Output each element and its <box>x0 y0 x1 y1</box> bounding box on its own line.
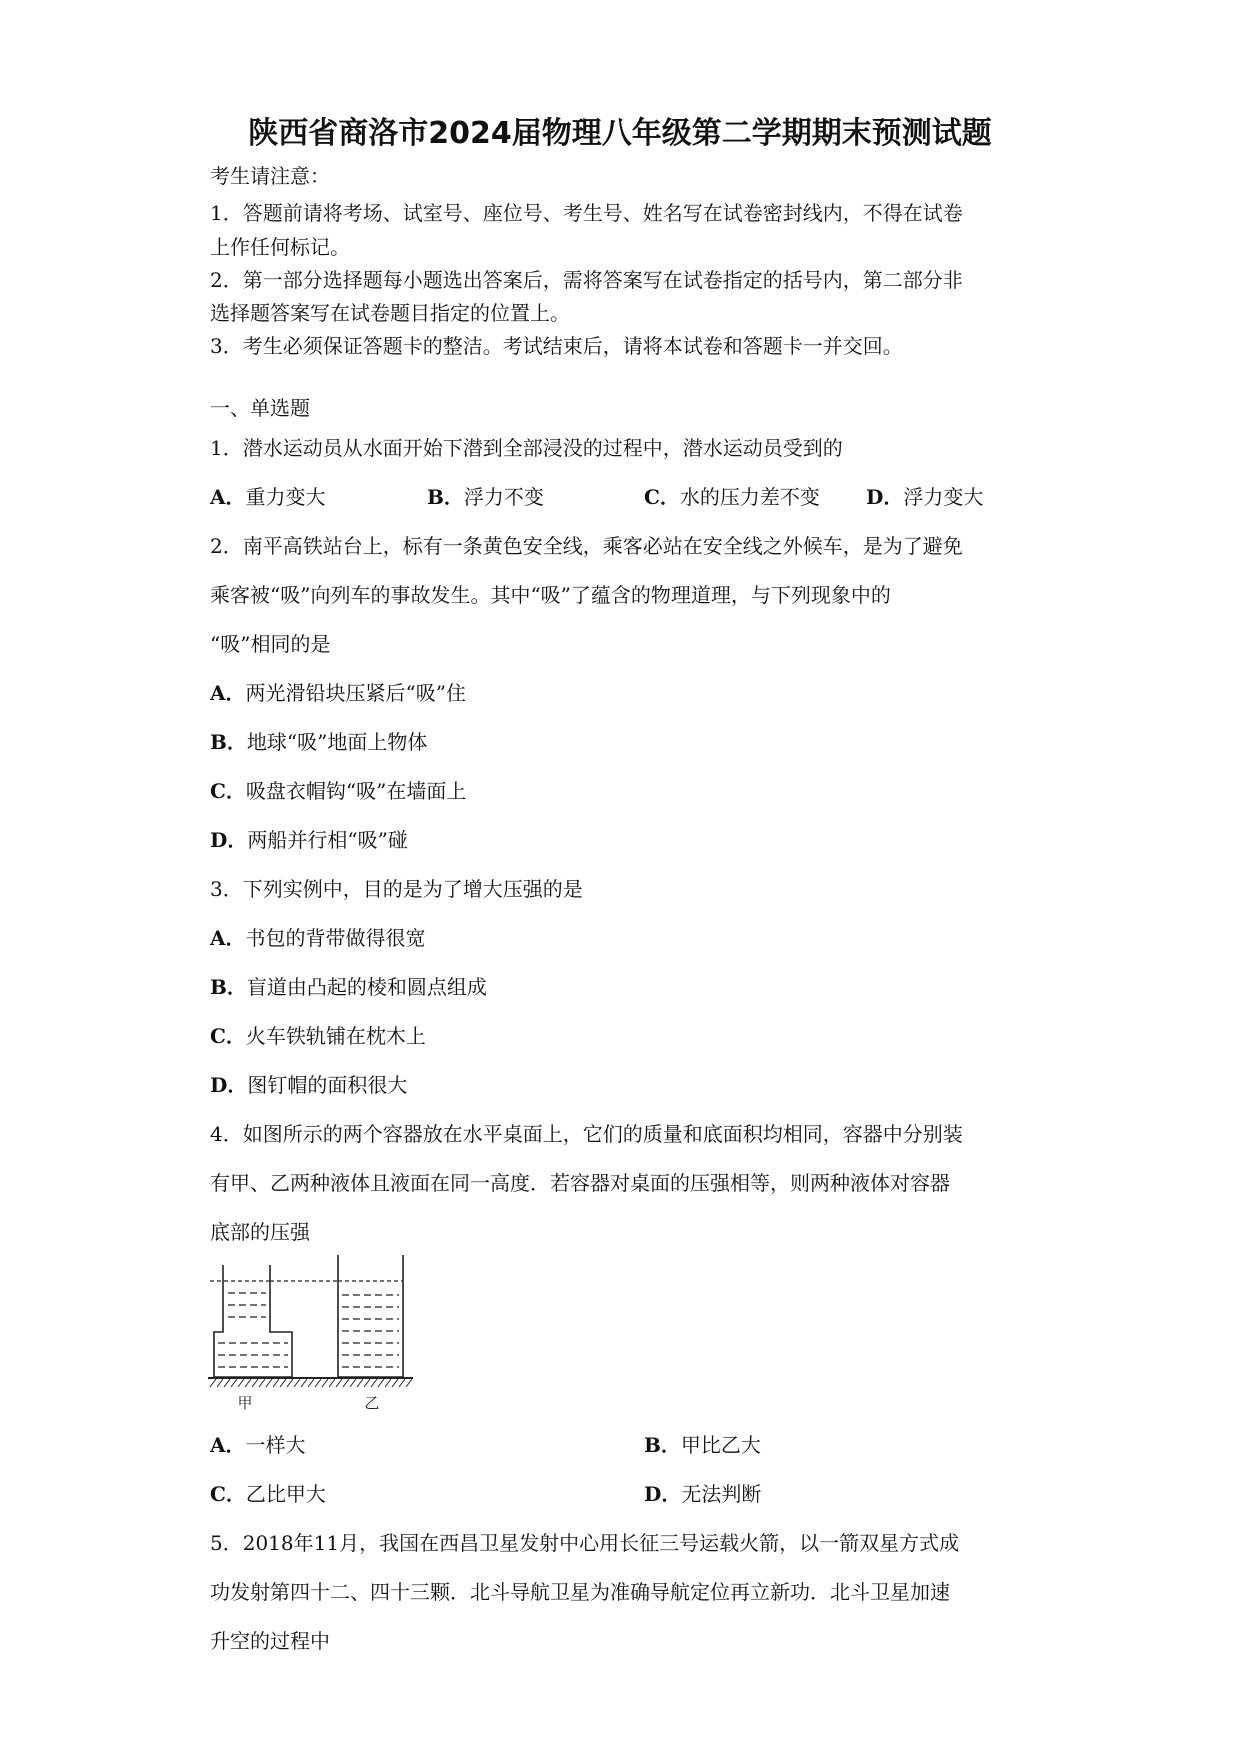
question-4-stem: 有甲、乙两种液体且液面在同一高度．若容器对桌面的压强相等，则两种液体对容器 <box>210 1171 950 1195</box>
notice-line: 2．第一部分选择题每小题选出答案后，需将答案写在试卷指定的括号内，第二部分非 <box>210 268 963 292</box>
q3-option-c[interactable] <box>210 1020 426 1049</box>
q3-option-a[interactable] <box>210 922 426 951</box>
option-letter: D． <box>866 485 904 509</box>
question-2-stem: “吸”相同的是 <box>210 632 331 656</box>
option-letter: D． <box>210 828 248 852</box>
q4-option-c[interactable] <box>210 1478 326 1507</box>
question-3-stem: 3．下列实例中，目的是为了增大压强的是 <box>210 877 583 901</box>
q4-option-b[interactable] <box>644 1429 761 1458</box>
question-5-stem: 功发射第四十二、四十三颗．北斗导航卫星为准确导航定位再立新功．北斗卫星加速 <box>210 1580 950 1604</box>
containers-figure <box>208 1255 418 1415</box>
question-4-stem: 底部的压强 <box>210 1220 310 1244</box>
option-letter: C． <box>210 1024 246 1048</box>
container-jia <box>214 1265 292 1377</box>
q4-option-a[interactable] <box>210 1429 306 1458</box>
option-text: 图钉帽的面积很大 <box>247 1073 408 1097</box>
option-text: 甲比乙大 <box>680 1433 761 1457</box>
figure-label-jia: 甲 <box>237 1394 253 1412</box>
notice-heading: 考生请注意： <box>210 164 330 188</box>
q1-option-c[interactable] <box>644 481 820 510</box>
question-5-stem: 5．2018年11月，我国在西昌卫星发射中心用长征三号运载火箭，以一箭双星方式成 <box>210 1531 960 1555</box>
q1-option-a[interactable] <box>210 481 326 510</box>
option-text: 地球“吸”地面上物体 <box>246 730 428 754</box>
option-letter: D． <box>644 1482 682 1506</box>
figure-label-yi: 乙 <box>364 1394 380 1412</box>
option-text: 吸盘衣帽钩“吸”在墙面上 <box>245 779 467 803</box>
option-text: 盲道由凸起的棱和圆点组成 <box>246 975 487 999</box>
option-letter: B． <box>210 730 247 754</box>
option-text: 书包的背带做得很宽 <box>245 926 426 950</box>
page-title: 陕西省商洛市2024届物理八年级第二学期期末预测试题 <box>248 116 992 151</box>
option-letter: C． <box>644 485 680 509</box>
option-letter: A． <box>210 681 246 705</box>
option-letter: C． <box>210 779 246 803</box>
option-letter: B． <box>644 1433 681 1457</box>
q2-option-a[interactable] <box>210 677 466 706</box>
option-text: 水的压力差不变 <box>679 485 820 509</box>
option-letter: A． <box>210 1433 246 1457</box>
option-text: 浮力变大 <box>903 485 984 509</box>
q3-option-b[interactable] <box>210 971 487 1000</box>
question-2-stem: 2．南平高铁站台上，标有一条黄色安全线，乘客必站在安全线之外候车，是为了避免 <box>210 534 963 558</box>
section-heading: 一、单选题 <box>210 396 310 420</box>
container-yi <box>338 1255 403 1377</box>
q2-option-b[interactable] <box>210 726 427 755</box>
option-letter: D． <box>210 1073 248 1097</box>
notice-line: 上作任何标记。 <box>210 235 350 259</box>
q3-option-d[interactable] <box>210 1069 407 1098</box>
notice-line: 选择题答案写在试卷题目指定的位置上。 <box>210 301 570 325</box>
option-text: 两光滑铅块压紧后“吸”住 <box>245 681 466 705</box>
option-letter: A． <box>210 485 246 509</box>
question-1-stem: 1．潜水运动员从水面开始下潜到全部浸没的过程中，潜水运动员受到的 <box>210 436 843 460</box>
notice-line: 1．答题前请将考场、试室号、座位号、考生号、姓名写在试卷密封线内，不得在试卷 <box>210 201 963 225</box>
option-text: 浮力不变 <box>463 485 544 509</box>
option-text: 火车铁轨铺在枕木上 <box>245 1024 426 1048</box>
option-letter: C． <box>210 1482 246 1506</box>
question-4-stem: 4．如图所示的两个容器放在水平桌面上，它们的质量和底面积均相同，容器中分别装 <box>210 1122 963 1146</box>
option-letter: B． <box>427 485 464 509</box>
option-text: 乙比甲大 <box>245 1482 326 1506</box>
option-text: 重力变大 <box>245 485 326 509</box>
question-5-stem: 升空的过程中 <box>210 1629 330 1653</box>
q2-option-c[interactable] <box>210 775 466 804</box>
notice-line: 3．考生必须保证答题卡的整洁。考试结束后，请将本试卷和答题卡一并交回。 <box>210 334 903 358</box>
option-letter: A． <box>210 926 246 950</box>
question-2-stem: 乘客被“吸”向列车的事故发生。其中“吸”了蕴含的物理道理，与下列现象中的 <box>210 583 891 607</box>
option-letter: B． <box>210 975 247 999</box>
option-text: 一样大 <box>245 1433 306 1457</box>
q1-option-b[interactable] <box>427 481 544 510</box>
q1-option-d[interactable] <box>866 481 983 510</box>
option-text: 两船并行相“吸”碰 <box>247 828 408 852</box>
option-text: 无法判断 <box>681 1482 762 1506</box>
q2-option-d[interactable] <box>210 824 408 853</box>
q4-option-d[interactable] <box>644 1478 761 1507</box>
